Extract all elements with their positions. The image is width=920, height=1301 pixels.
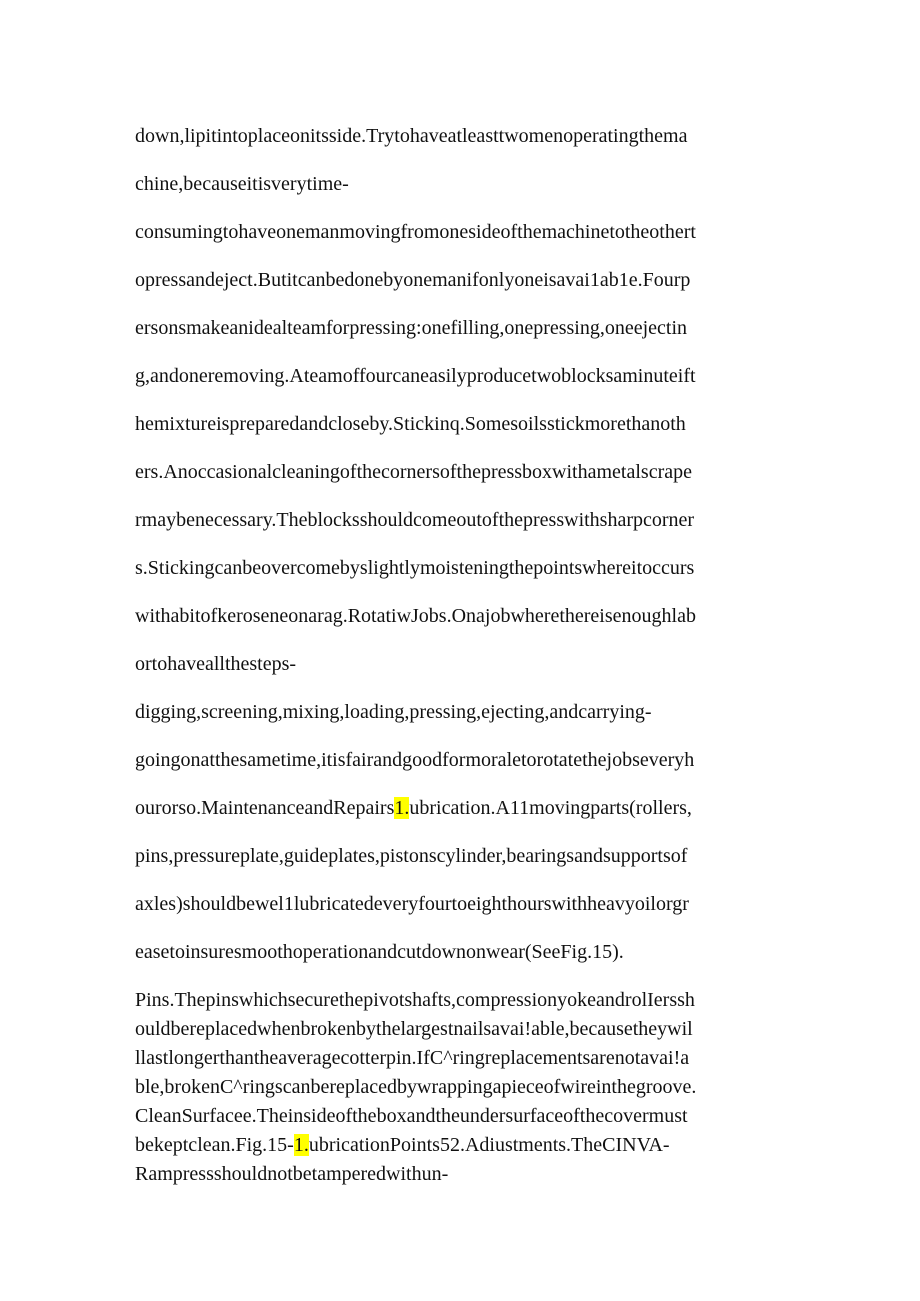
text-line: Pins.Thepinswhichsecurethepivotshafts,compressionyokeandrolIerssh [135, 989, 695, 1011]
text-line: ouldbereplacedwhenbrokenbythelargestnailsavai!able,becausetheywil [135, 1018, 693, 1040]
text-line: pins,pressureplate,guideplates,pistonscylinder,bearingsandsupportsof [135, 845, 688, 867]
text-segment: ubrication.A11movingparts(rollers, [409, 797, 692, 819]
highlighted-mark: 1. [293, 1134, 309, 1156]
text-segment: ubricationPoints52.Adiustments.TheCINVA- [308, 1134, 670, 1156]
highlighted-mark: 1. [394, 797, 410, 819]
text-line-highlighted [135, 1133, 670, 1157]
text-line: hemixtureispreparedandcloseby.Stickinq.Somesoilsstickmorethanoth [135, 413, 686, 435]
text-line: llastlongerthantheaveragecotterpin.IfC^ringreplacementsarenotavai!a [135, 1047, 690, 1069]
text-line: axles)shouldbewel1lubricatedeveryfourtoeighthourswithheavyoilorgr [135, 893, 689, 915]
text-line: consumingtohaveonemanmovingfromonesideofthemachinetotheothert [135, 221, 696, 243]
text-segment: bekeptclean.Fig.15- [135, 1134, 294, 1156]
text-line: digging,screening,mixing,loading,pressing,ejecting,andcarrying- [135, 701, 652, 723]
text-line: g,andoneremoving.Ateamoffourcaneasilyproducetwoblocksaminuteift [135, 365, 696, 387]
text-line: chine,becauseitisverytime- [135, 173, 349, 195]
text-line: ers.Anoccasionalcleaningofthecornersofthepressboxwithametalscrape [135, 461, 692, 483]
text-line-highlighted [135, 796, 692, 820]
text-line: CleanSurfacee.Theinsideoftheboxandtheundersurfaceofthecovermust [135, 1105, 688, 1127]
text-line: Rampressshouldnotbetamperedwithun- [135, 1163, 449, 1185]
text-segment: ourorso.MaintenanceandRepairs [135, 797, 395, 819]
text-line: down,lipitintoplaceonitsside.Trytohaveatleasttwomenoperatingthema [135, 125, 688, 147]
text-line: ble,brokenC^ringscanbereplacedbywrappingapieceofwireinthegroove. [135, 1076, 697, 1098]
text-line: withabitofkeroseneonarag.RotatiwJobs.Onajobwherethereisenoughlab [135, 605, 696, 627]
text-line: rmaybenecessary.Theblocksshouldcomeoutofthepresswithsharpcorner [135, 509, 695, 531]
text-line: ersonsmakeanidealteamforpressing:onefilling,onepressing,oneejectin [135, 317, 688, 339]
text-line: easetoinsuresmoothoperationandcutdownonwear(SeeFig.15). [135, 941, 624, 963]
text-line: ortohaveallthesteps- [135, 653, 297, 675]
text-line: s.Stickingcanbeovercomebyslightlymoisteningthepointswhereitoccurs [135, 557, 695, 579]
text-line: goingonatthesametime,itisfairandgoodformoraletorotatethejobseveryh [135, 749, 695, 771]
text-line: opressandeject.Butitcanbedonebyonemanifonlyoneisavai1ab1e.Fourp [135, 269, 691, 291]
